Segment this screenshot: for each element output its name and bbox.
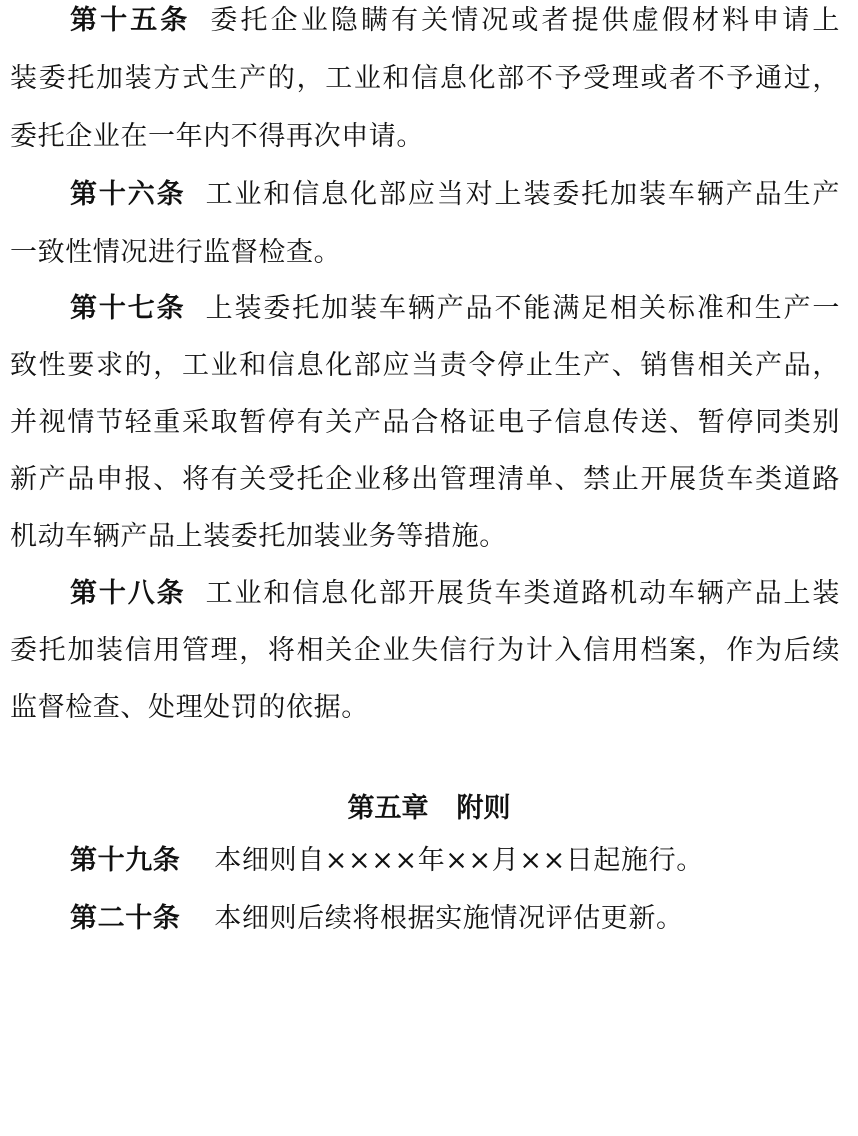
article-15-line-3: 委托企业在一年内不得再次申请。 xyxy=(10,121,424,152)
article-17-number: 第十七条 xyxy=(70,293,186,324)
article-18-number: 第十八条 xyxy=(70,578,186,609)
article-18-line-3: 监督检查、处理处罚的依据。 xyxy=(10,692,369,723)
article-15-number: 第十五条 xyxy=(70,5,191,36)
article-15-line-2: 装委托加装方式生产的，工业和信息化部不予受理或者不予通过， xyxy=(10,63,840,94)
chapter-title: 附则 xyxy=(456,793,511,824)
article-18-line-1 xyxy=(70,565,840,623)
article-16-text-1: 工业和信息化部应当对上装委托加装车辆产品生产 xyxy=(205,179,841,210)
article-20-text-1: 本细则后续将根据实施情况评估更新。 xyxy=(214,903,684,934)
article-20-number: 第二十条 xyxy=(70,903,181,934)
article-19-line-1 xyxy=(70,832,840,890)
article-16-number: 第十六条 xyxy=(70,179,186,210)
article-18-line-2: 委托加装信用管理，将相关企业失信行为计入信用档案，作为后续 xyxy=(10,635,840,666)
article-17-text-1: 上装委托加装车辆产品不能满足相关标准和生产一 xyxy=(205,293,841,324)
article-17-line-4: 新产品申报、将有关受托企业移出管理清单、禁止开展货车类道路 xyxy=(10,464,840,495)
article-16-line-1 xyxy=(70,166,840,224)
article-19-number: 第十九条 xyxy=(70,845,181,876)
chapter-number: 第五章 xyxy=(347,793,429,824)
article-16-line-2: 一致性情况进行监督检查。 xyxy=(10,237,342,268)
article-17-line-2: 致性要求的，工业和信息化部应当责令停止生产、销售相关产品， xyxy=(10,350,840,381)
article-18-text-1: 工业和信息化部开展货车类道路机动车辆产品上装 xyxy=(205,578,841,609)
article-15-line-1 xyxy=(70,0,840,50)
article-17-line-5: 机动车辆产品上装委托加装业务等措施。 xyxy=(10,521,507,552)
article-15-text-1: 委托企业隐瞒有关情况或者提供虚假材料申请上 xyxy=(210,5,840,36)
chapter-heading xyxy=(0,780,858,838)
article-19-text-1: 本细则自××××年××月××日起施行。 xyxy=(214,845,704,876)
article-20-line-1 xyxy=(70,890,840,948)
article-17-line-1 xyxy=(70,280,840,338)
article-17-line-3: 并视情节轻重采取暂停有关产品合格证电子信息传送、暂停同类别 xyxy=(10,407,840,438)
